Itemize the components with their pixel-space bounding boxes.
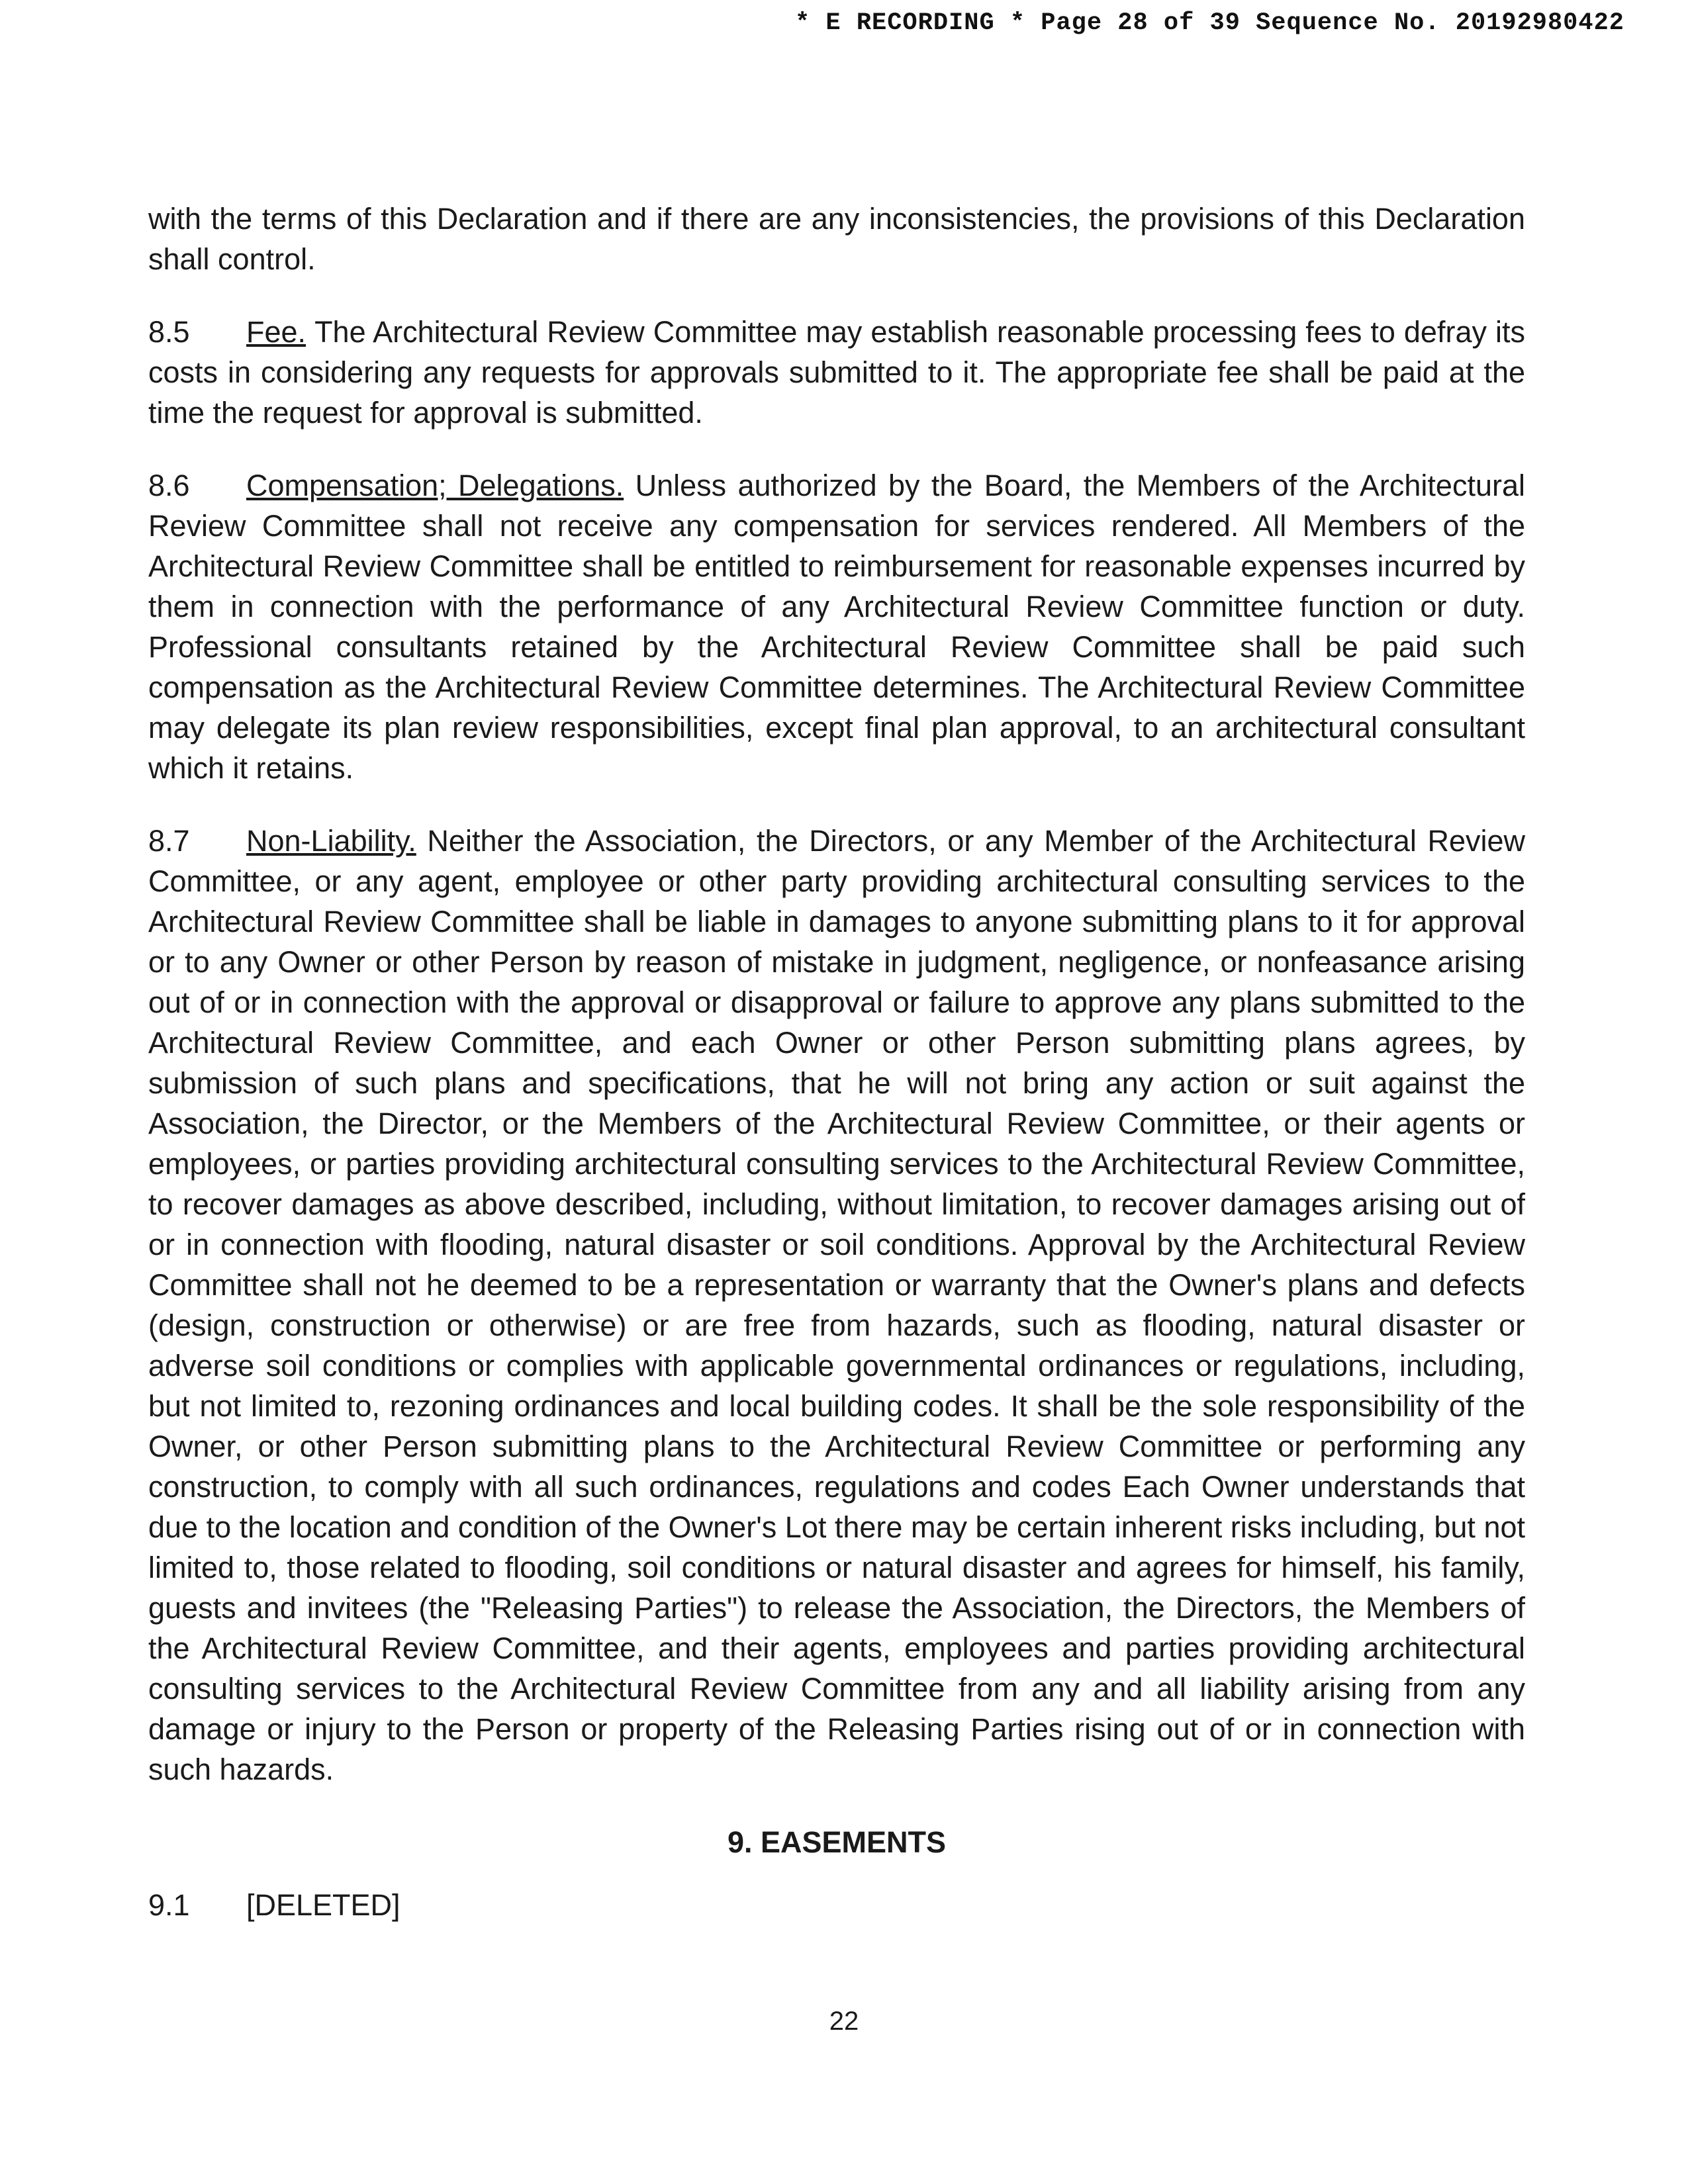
section-number: 8.5 <box>148 315 190 349</box>
section-title: Compensation; Delegations. <box>246 469 624 502</box>
section-8-6 <box>148 465 1525 788</box>
section-body: The Architectural Review Committee may establish reasonable processing fees to defray its costs in considering any requests for approvals submitted to it. The appropriate fee shall be paid at the time the request for approval is submitted. <box>148 315 1525 430</box>
section-number: 9.1 <box>148 1888 190 1922</box>
section-body: Unless authorized by the Board, the Members of the Architectural Review Committee shall not receive any compensation for services rendered. All Members of the Architectural Review Committee shall be entitled to reimbursement for reasonable expenses incurred by them in connection with the performance of any Architectural Review Committee function or duty. Professional consultants retained by the Architectural Review Committee shall be paid such compensation as the Architectural Review Committee determines. The Architectural Review Committee may delegate its plan review responsibilities, except final plan approval, to an architectural consultant which it retains. <box>148 469 1525 785</box>
document-body <box>148 199 1525 1925</box>
section-8-5 <box>148 312 1525 433</box>
continuation-paragraph: with the terms of this Declaration and if there are any inconsistencies, the provisions of this Declaration shall control. <box>148 202 1525 276</box>
section-text: [DELETED] <box>246 1888 400 1922</box>
section-number: 8.6 <box>148 469 190 502</box>
recording-header: * E RECORDING * Page 28 of 39 Sequence No. 20192980422 <box>795 9 1624 37</box>
page-number: 22 <box>829 2007 859 2036</box>
section-8-7 <box>148 821 1525 1790</box>
article-heading: 9. EASEMENTS <box>727 1825 947 1859</box>
section-body: Neither the Association, the Directors, or any Member of the Architectural Review Committee, or any agent, employee or other party providing architectural consulting services to the Architectural Review Committee shall be liable in damages to anyone submitting plans to it for approval or to any Owner or other Person by reason of mistake in judgment, negligence, or nonfeasance arising out of or in connection with the approval or disapproval or failure to approve any plans submitted to the Architectural Review Committee, and each Owner or other Person submitting plans agrees, by submission of such plans and specifications, that he will not bring any action or suit against the Association, the Director, or the Members of the Architectural Review Committee, or their agents or employees, or parties providing architectural consulting services to the Architectural Review Committee, to recover damages as above described, including, without limitation, to recover damages arising out of or in connection with flooding, natural disaster or soil conditions. Approval by the Architectural Review Committee shall not he deemed to be a representation or warranty that the Owner's plans and defects (design, construction or otherwise) or are free from hazards, such as flooding, natural disaster or adverse soil conditions or complies with applicable governmental ordinances or regulations, including, but not limited to, rezoning ordinances and local building codes. It shall be the sole responsibility of the Owner, or other Person submitting plans to the Architectural Review Committee or performing any construction, to comply with all such ordinances, regulations and codes Each Owner understands that due to the location and condition of the Owner's Lot there may be certain inherent risks including, but not limited to, those related to flooding, soil conditions or natural disaster and agrees for himself, his family, guests and invitees (the "Releasing Parties") to release the Association, the Directors, the Members of the Architectural Review Committee, and their agents, employees and parties providing architectural consulting services to the Architectural Review Committee from any and all liability arising from any damage or injury to the Person or property of the Releasing Parties rising out of or in connection with such hazards. <box>148 824 1525 1786</box>
section-9-1 <box>148 1885 1525 1925</box>
section-title: Fee. <box>246 315 306 349</box>
section-title: Non-Liability. <box>246 824 416 858</box>
section-number: 8.7 <box>148 824 190 858</box>
